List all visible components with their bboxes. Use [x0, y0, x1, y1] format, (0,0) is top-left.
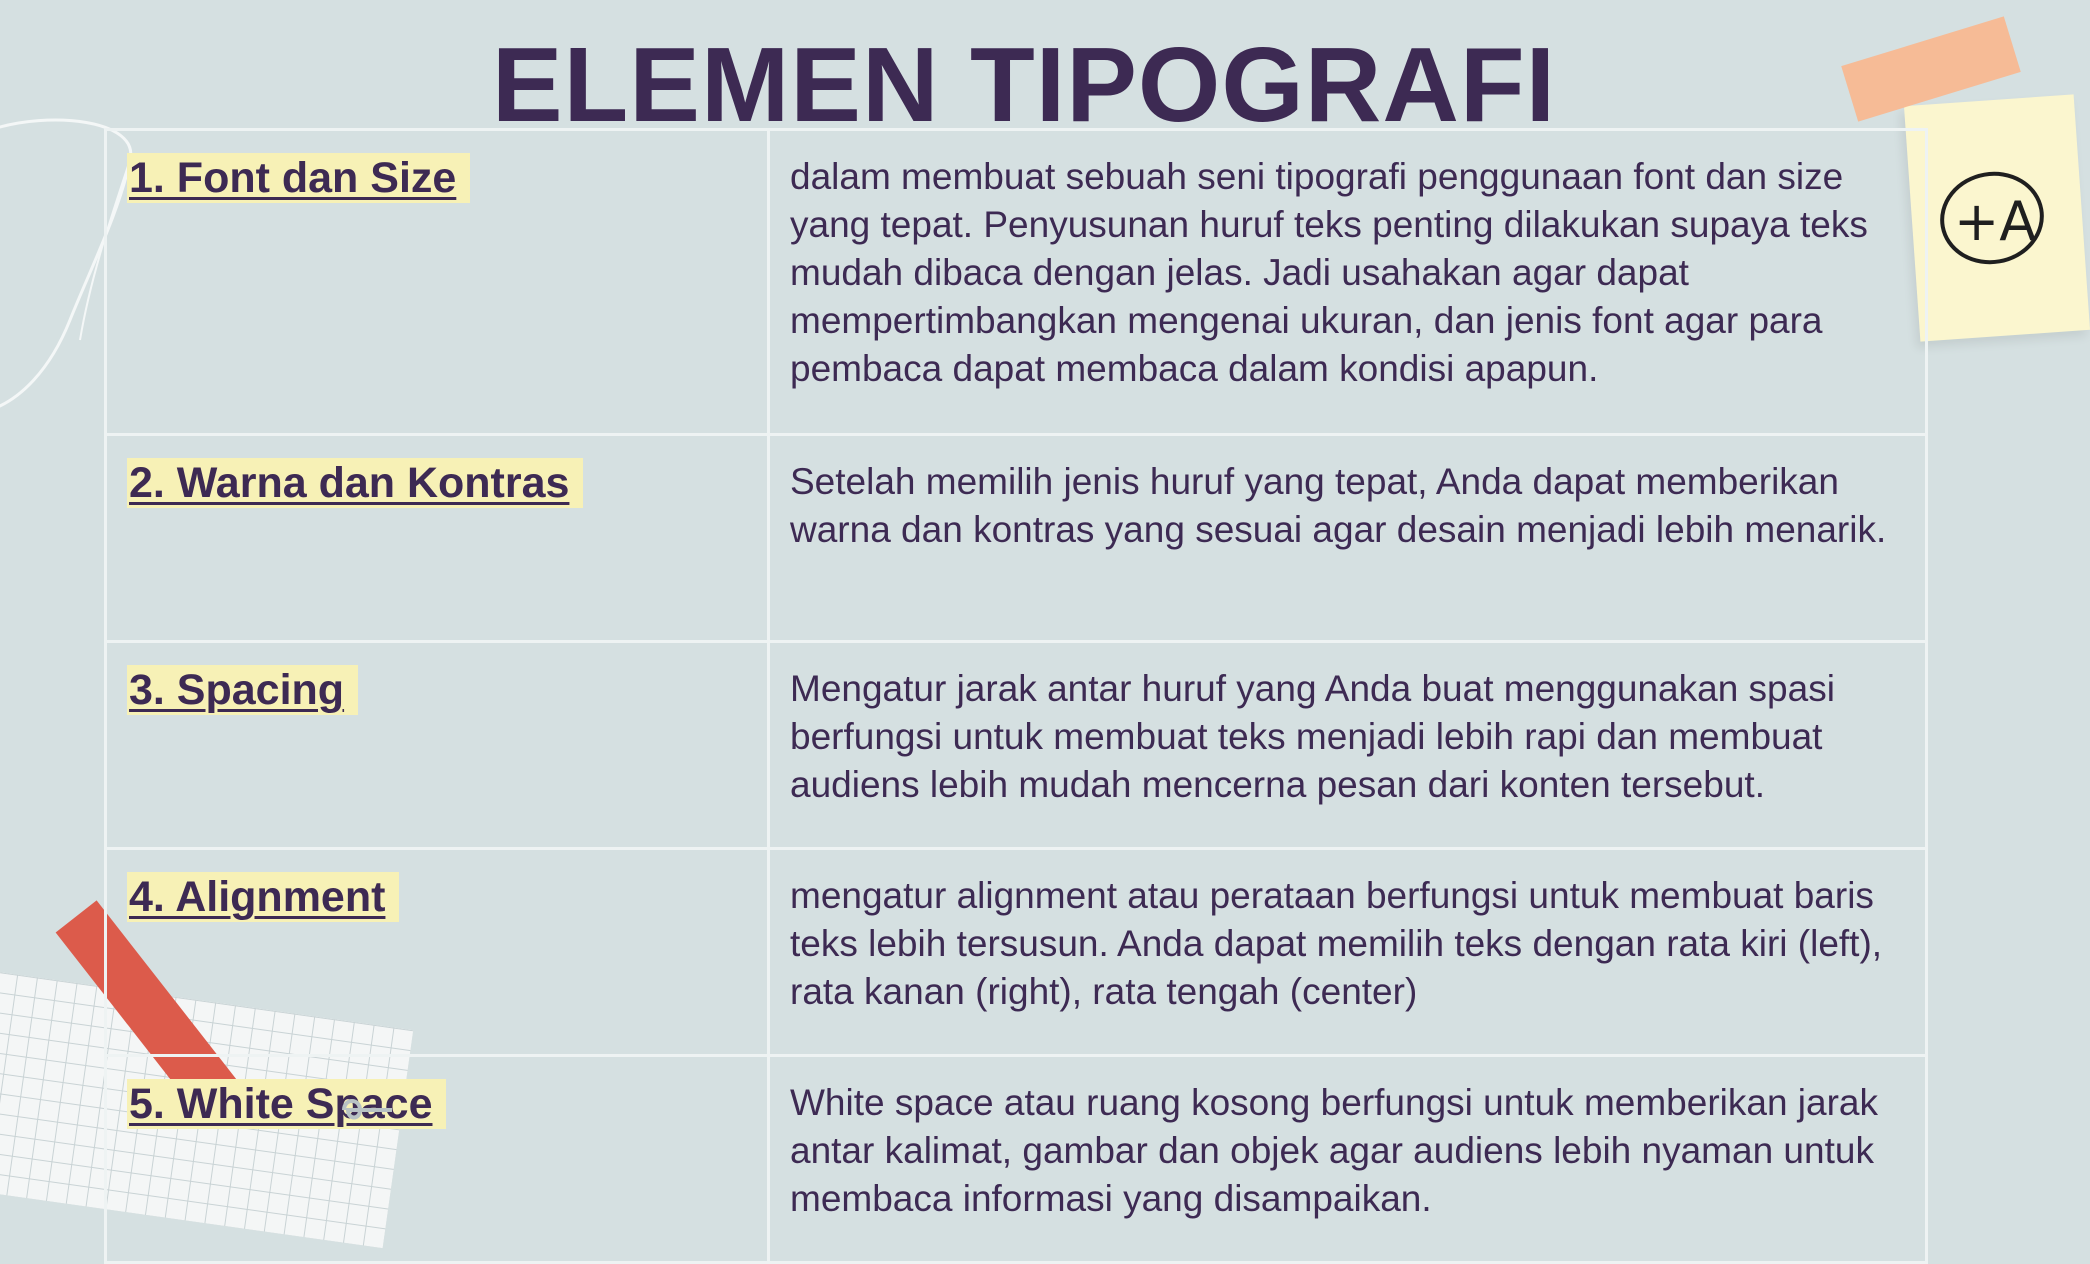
row-heading: 4. Alignment: [127, 872, 399, 922]
grade-mark-text: +A: [1954, 190, 2037, 253]
grade-a-plus-icon: [1930, 160, 2048, 278]
row-description-cell: [769, 435, 1927, 642]
page-title: ELEMEN TIPOGRAFI: [491, 26, 1557, 144]
table-row: [106, 1056, 1927, 1263]
row-description: White space atau ruang kosong berfungsi untuk memberikan jarak antar kalimat, gambar dan objek agar audiens lebih nyaman untuk membaca informasi yang disampaikan.: [790, 1082, 1878, 1219]
row-heading-cell: [106, 435, 769, 642]
row-heading-cell: [106, 1056, 769, 1263]
row-heading: 2. Warna dan Kontras: [127, 458, 583, 508]
row-description: Mengatur jarak antar huruf yang Anda buat menggunakan spasi berfungsi untuk membuat teks menjadi lebih rapi dan membuat audiens lebih mudah mencerna pesan dari konten tersebut.: [790, 668, 1835, 805]
row-heading-cell: [106, 130, 769, 435]
row-description-cell: [769, 1056, 1927, 1263]
row-description: Setelah memilih jenis huruf yang tepat, Anda dapat memberikan warna dan kontras yang sesuai agar desain menjadi lebih menarik.: [790, 461, 1887, 550]
row-description: mengatur alignment atau perataan berfungsi untuk membuat baris teks lebih tersusun. Anda dapat memilih teks dengan rata kiri (left), rata kanan (right), rata tengah (center): [790, 875, 1883, 1012]
row-description: dalam membuat sebuah seni tipografi penggunaan font dan size yang tepat. Penyusunan huruf teks penting dilakukan supaya teks mudah dibaca dengan jelas. Jadi usahakan agar dapat mempertimbangkan mengenai ukuran, dan jenis font agar para pembaca dapat membaca dalam kondisi apapun.: [790, 156, 1868, 389]
row-description-cell: [769, 642, 1927, 849]
paper-clip-icon: [338, 1090, 398, 1130]
table-row: [106, 849, 1927, 1056]
table-row: [106, 435, 1927, 642]
table-row: [106, 130, 1927, 435]
row-description-cell: [769, 849, 1927, 1056]
row-description-cell: [769, 130, 1927, 435]
row-heading-cell: [106, 849, 769, 1056]
row-heading-cell: [106, 642, 769, 849]
row-heading: 1. Font dan Size: [127, 153, 470, 203]
table-row: [106, 642, 1927, 849]
row-heading: 3. Spacing: [127, 665, 358, 715]
row-heading: 5. White Space: [127, 1079, 446, 1129]
